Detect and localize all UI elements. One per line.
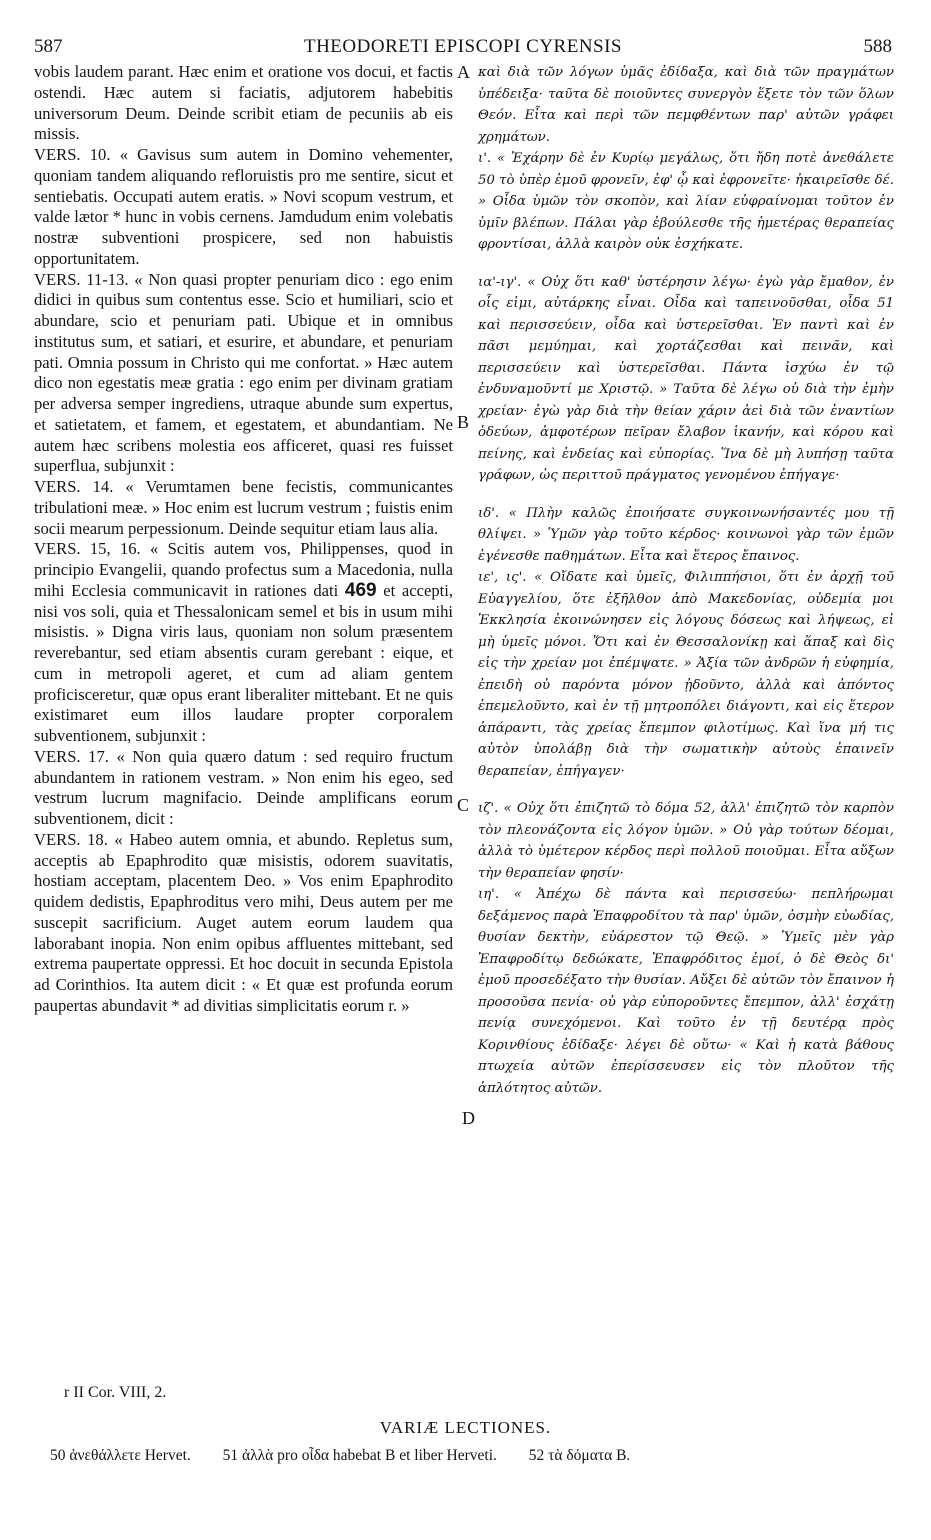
left-page-number: 587 [34,36,63,57]
latin-paragraph: VERS. 18. « Habeo autem omnia, et abundo. Repletus sum, acceptis ab Epaphrodito quæ misistis, odorem suavitatis, hostiam acceptam, placentem Deo. » Vos enim Epaphrodito quidem dedistis, Epaphroditus vero mihi, Deus autem per me suscepit sacrificium. Auget autem eorum laudem qua laborabant inopia. Non enim opibus affluentes mittebant, sed extrema paupertate oppressi. Et hoc docuit in secunda Epistola ad Corinthios. Ita autem dicit : « Et quæ est profunda eorum paupertas abundavit * ad divitias simplicitatis eorum r. » [34,829,453,1015]
greek-paragraph: ιη'. « Ἀπέχω δὲ πάντα καὶ περισσεύω· πεπλήρωμαι δεξάμενος παρὰ Ἐπαφροδίτου τὰ παρ' ὑμῶν, ὀσμὴν εὐωδίας, θυσίαν δεκτὴν, εὐάρεστον τῷ Θεῷ. » Ὑμεῖς μὲν γὰρ Ἐπαφροδίτῳ δεδώκατε, Ἐπαφρόδιτος ἐμοί, ὁ δὲ Θεὸς δι' ἐμοῦ προσεδέξατο τὴν θυσίαν. Αὔξει δὲ αὐτῶν τὸν ἔπαινον ἡ προσοῦσα πενία· οὐ γὰρ εὐποροῦντες ἔπεμπον, ἀλλ' ἐσχάτῃ πενίᾳ συνεχόμενοι. Καὶ τοῦτο ἐν τῇ δευτέρᾳ πρὸς Κορινθίους ἐδίδαξε· λέγει δὲ οὕτω· « Καὶ ἡ κατὰ βάθους πτωχεία αὐτῶν ἐπερίσσευσεν εἰς τὸν πλοῦτον τῆς ἁπλότητος αὐτῶν. [478,887,894,1096]
right-page-number: 588 [863,36,892,57]
column-number: 469 [344,579,377,601]
variae-lectiones-title: VARIÆ LECTIONES. [379,1418,552,1437]
margin-marker-d: D [462,1108,475,1128]
latin-paragraph: vobis laudem parant. Hæc enim et oratione vos docui, et factis ostendi. Hæc autem si faciatis, adjutorem habebitis universorum Deum. Deinde scribit etiam de pecuniis ab eis missis. [34,62,453,144]
greek-paragraph: καὶ διὰ τῶν λόγων ὑμᾶς ἐδίδαξα, καὶ διὰ τῶν πραγμάτων ὑπέδειξα· ταῦτα δὲ ποιοῦντες συνεργὸν ἕξετε τὸν τῶν ὅλων Θεόν. Εἶτα καὶ περὶ τῶν πεμφθέντων παρ' αὐτῶν γράφει χρημάτων. [478,65,894,145]
running-title: THEODORETI EPISCOPI CYRENSIS [303,36,623,57]
margin-marker-c: C [457,795,470,815]
latin-paragraph [34,539,453,747]
latin-paragraph: VERS. 14. « Verumtamen bene fecistis, communicantes tribulationi meæ. » Hoc enim est lucrum vestrum ; fuistis enim socii mearum perpessionum. Deinde sequitur etiam laus alia. [34,477,453,538]
greek-paragraph: ια'-ιγ'. « Οὐχ ὅτι καθ' ὑστέρησιν λέγω· ἐγὼ γὰρ ἔμαθον, ἐν οἷς εἰμι, αὐτάρκης εἶναι. Οἶδα καὶ ταπεινοῦσθαι, οἶδα 51 καὶ περισσεύειν, οἶδα καὶ ὑστερεῖσθαι. Ἐν παντὶ καὶ ἐν πᾶσι μεμύημαι, καὶ χορτάζεσθαι καὶ πεινᾶν, καὶ περισσεύειν καὶ ὑστερεῖσθαι. Πάντα ἰσχύω ἐν τῷ ἐνδυναμοῦντί με Χριστῷ. » Ταῦτα δὲ λέγω οὐ διὰ τὴν ἐμὴν χρείαν· ἐγὼ γὰρ διὰ τὴν θείαν χάριν ἀεὶ διὰ τῶν ἐναντίων ὁδεύων, ἀμφοτέρων πεῖραν ἔλαβον ἱκανήν, καὶ κόρου καὶ πείνης, καὶ ἐνδείας καὶ εὐπορίας. Ἵνα δὲ μὴ λυπήσῃ ταῦτα γράφων, ὡς περιττοῦ πράγματος γενομένου ἐπήγαγε· [478,274,894,483]
running-header [34,36,892,60]
greek-paragraph: ιζ'. « Οὐχ ὅτι ἐπιζητῶ τὸ δόμα 52, ἀλλ' ἐπιζητῶ τὸν καρπὸν τὸν πλεονάζοντα εἰς λόγον ὑμῶν. » Οὐ γὰρ τούτων δέομαι, ἀλλὰ τὸ ὑμέτερον κέρδος περὶ πολλοῦ ποιοῦμαι. Εἶτα αὔξων τὴν θεραπείαν φησίν· [478,801,894,881]
variant-reading: 52 τὰ δόματα B. [528,1447,631,1464]
greek-paragraph: ι'. « Ἐχάρην δὲ ἐν Κυρίῳ μεγάλως, ὅτι ἤδη ποτὲ ἀνεθάλετε 50 τὸ ὑπὲρ ἐμοῦ φρονεῖν, ἐφ' ᾧ καὶ ἐφρονεῖτε· ἠκαιρεῖσθε δέ. » Οἶδα ὑμῶν τὸν σκοπὸν, καὶ λίαν εὐφραίνομαι τοῦτον ἐν ὑμῖν βλέπων. Πάλαι γὰρ ἐβούλεσθε τῆς ἡμετέρας θεραπείας φροντίσαι, ἀλλὰ καιρὸν οὐκ ἐσχήκατε. [478,151,894,252]
latin-paragraph: VERS. 10. « Gavisus sum autem in Domino vehementer, quoniam tandem aliquando refloruistis pro me sentire, sicut et sentiebatis. Occupati autem eratis. » Novi scopum vestrum, et valde lætor * hunc in vobis cernens. Jamdudum enim volebatis nostræ subventioni prospicere, sed non habuistis opportunitatem. [34,145,453,268]
latin-column [34,62,453,1017]
greek-paragraph: ιε', ις'. « Οἴδατε καὶ ὑμεῖς, Φιλιππήσιοι, ὅτι ἐν ἀρχῇ τοῦ Εὐαγγελίου, ὅτε ἐξῆλθον ἀπὸ Μακεδονίας, οὐδεμία μοι Ἐκκλησία ἐκοινώνησεν εἰς λόγους δόσεως καὶ λήψεως, εἰ μὴ ὑμεῖς μόνοι. Ὅτι καὶ ἐν Θεσσαλονίκῃ καὶ ἅπαξ καὶ δὶς εἰς τὴν χρείαν μοι ἐπέμψατε. » Ἀξία τῶν ἀνδρῶν ἡ εὐφημία, ἐπειδὴ οὐ παρόντα μόνον ᾐδοῦντο, ἀλλὰ καὶ ἀπόντος ἐπεμελοῦντο, καὶ ἐν τῇ μητροπόλει διάγοντι, καὶ εἰς ἕτερον ἀπάραντι, τὰς χρείας ἔπεμπον φιλοτίμως. Καὶ ἵνα μή τις αὐτὸν ὑπολάβῃ διὰ τὴν σωματικὴν αὐτοὺς ἐπαινεῖν θεραπείαν, ἐπήγαγεν· [478,570,894,779]
footnote: r II Cor. VIII, 2. [64,1384,167,1401]
variae-lectiones [50,1447,658,1465]
greek-column [478,62,894,1099]
latin-text: et accepti, nisi vos soli, quia et Thessalonicam semel et bis in usum mihi misistis. » Digna viris laus, quoniam non solum præsentem reverebantur, sed etiam absentis curam gerebant : eique, et cum in metropoli ageret, et cum ad aliam gentem proficisceretur, quæ opus erant liberaliter mittebant. Et ne quis existimaret eum illos laudare propter corporalem subventionem, subjunxit : [34,580,453,745]
latin-text: VERS. 15, 16. « Scitis autem vos, Philippenses, quod in principio Evangelii, quando profectus sum a Macedonia, nulla mihi Ecclesia communicavit in rationes dati [34,539,453,600]
latin-paragraph: VERS. 11-13. « Non quasi propter penuriam dico : ego enim didici in quibus sum contentus esse. Scio et humiliari, scio et abundare, scio et penuriam pati. Ubique et in omnibus institutus sum, et satiari, et esurire, et abundare, et penuriam pati. Omnia possum in Christo qui me confortat. » Hæc autem dico non egestatis meæ gratia : ego enim per divinam gratiam per adversa semper ingrediens, utraque abunde sum expertus, et satietatem, et famem, et egestatem, et abundantiam. Ne autem hæc scribens molestia eos afficeret, quasi res fuisset superflua, subjunxit : [34,269,453,476]
margin-marker-a: A [457,62,470,82]
margin-marker-b: B [457,412,470,432]
greek-paragraph: ιδ'. « Πλὴν καλῶς ἐποιήσατε συγκοινωνήσαντές μου τῇ θλίψει. » Ὑμῶν γὰρ τοῦτο κέρδος· κοινωνοὶ γὰρ τῶν ἐμῶν ἐγένεσθε παθημάτων. Εἶτα καὶ ἕτερος ἔπαινος. [478,505,894,564]
latin-paragraph: VERS. 17. « Non quia quæro datum : sed requiro fructum abundantem in rationem vestram. » Non enim his egeo, sed vestrum lucrum magnifacio. Deinde amplificans eorum subventionem, dicit : [34,746,453,828]
variant-reading: 51 ἀλλὰ pro οἶδα habebat B et liber Herveti. [222,1447,497,1464]
variant-reading: 50 ἀνεθάλλετε Hervet. [50,1447,191,1464]
